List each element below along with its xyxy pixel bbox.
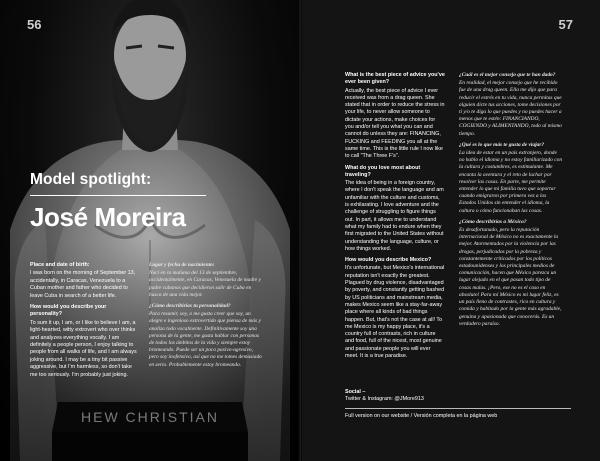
social-handle[interactable]: Twitter & Instagram: @JMore913	[345, 396, 424, 403]
heading-divider	[30, 195, 206, 196]
question-personality: How would you describe your personality?	[30, 304, 107, 318]
footer-divider	[345, 408, 571, 409]
respuesta-consejo: En realidad, el mejor consejo que he recibido fue de una drag queen. Ella me dijo que para reducir el estrés en tu vida, nunca permitas que alguien dicte tus acciones, tome decisiones por ti y/o te diga lo que puedes y no puedes hacer a menos que te estén: FINANCIANDO, COGIENDO y ALIMENTANDO, todo al mismo tiempo.	[459, 80, 562, 137]
respuesta-nacimiento: Nací en la mañana del 13 de septiembre, accidentalmente, en Caracas, Venezuela de madre y padre cubanos que decidieron salir de Cuba en busca de una vida mejor.	[149, 270, 262, 298]
answer-personality: To sum it up, I am, or I like to believe I am, a light-hearted, witty extrovert who over thinks and analyzes everything vocally. I am definitely a people person, I enjoy talking to people from all walks of life, and I am always joking around. I may be a tiny bit passive aggressive, but I'm harmless, so don't take me too seriously. I'm probably just joking.	[30, 319, 137, 378]
spotlight-heading	[30, 171, 210, 232]
answer-birth: I was born on the morning of September 13, accidentally, in Caracas, Venezuela to a Cuban mother and father who decided to leave Cuba in search of a better life.	[30, 270, 136, 299]
pregunta-mexico: ¿Cómo describirías a México?	[459, 218, 527, 225]
pregunta-consejo: ¿Cuál es el mejor consejo que te han dado?	[459, 72, 556, 78]
question-birth: Place and date of birth:	[30, 262, 90, 268]
question-traveling: What do you love most about traveling?	[345, 164, 421, 178]
spanish-column-left	[149, 262, 262, 369]
page-number-left: 56	[27, 17, 42, 32]
answer-advice: Actually, the best piece of advice I ever received was from a drag queen. She stated that in order to reduce the stress in your life, to never allow someone to dictate your actions, make choices for you and/or tell you what you can and cannot do unless they are: FINANCING, FUCKING and FEEDING you all at the same time. This is the little rule I now like to call "The Three F's".	[345, 87, 445, 160]
pregunta-nacimiento: Lugar y fecha de nacimiento:	[149, 262, 215, 268]
question-mexico: How would you describe Mexico?	[345, 257, 432, 264]
full-version-note[interactable]: Full version on our website / Versión completa en la página web	[345, 412, 498, 419]
spotlight-kicker: Model spotlight:	[30, 171, 152, 188]
pregunta-viajar: ¿Qué es lo que más te gusta de viajar?	[459, 141, 545, 148]
answer-mexico: It's unfortunate, but Mexico's international reputation isn't exactly the greatest. Plagued by drug violence, disadvantaged by poverty, and constantly getting bashed by US politicians and mainstream media, makes Mexico seem like a stay-far-away place where all kinds of bad things happen. But, that's not the case at all! To me Mexico is my happy place, it's a country full of contrasts, rich in culture and food, full of the nicest, most genuine and passionate people you will ever meet. It is a true paradise.	[345, 265, 445, 359]
english-column-right	[345, 72, 445, 360]
spine-gutter	[298, 0, 302, 461]
pregunta-personalidad: ¿Cómo describirías tu personalidad?	[149, 303, 231, 310]
social-label: Social –	[345, 389, 366, 395]
model-name: José Moreira	[30, 202, 186, 232]
question-advice: What is the best piece of advice you've ever been given?	[345, 72, 445, 86]
respuesta-personalidad: Para resumir, soy, o me gusta creer que soy, un alegre e ingenioso extrovertido que piensa de más y analiza todo vocalmente. Definitivamente soy una persona de la gente, me gusta hablar con personas de todos los ámbitos de la vida y siempre estoy bromeando. Puede ser un poco pasivo-agresivo, pero soy inofensivo, así que no me tomes demasiado en serio. Probablemente estoy bromeando.	[149, 311, 262, 368]
answer-traveling: The idea of being in a foreign country, where I don't speak the language and am unfamiliar with the culture and customs, is exhilarating. I love adventure and the challenge of struggling to figure things out. In part, it allows me to understand what my family had to endure when they first migrated to the United States without understanding the language, culture, or how things worked.	[345, 180, 444, 252]
english-column-left	[30, 262, 138, 379]
social-footer	[345, 389, 575, 420]
respuesta-mexico: Es desafortunado, pero la reputación internacional de México no es exactamente la mejor. Atormentados por la violencia por las drogas, perjudicados por la pobreza y constantemente criticados por los políticos estadounidenses y los principales medios de comunicación, hacen que México parezca un lugar alejado en el que pasan todo tipo de cosas malas. ¡Pero, ese no es el caso en absoluto! Para mí México es mi lugar feliz, es un país lleno de contrastes, rico en cultura y comida y habitado por la gente más agradable, genuina y apasionada que conocerás. Es un verdadero paraíso.	[459, 227, 562, 327]
respuesta-viajar: La idea de estar en un país extranjero, donde no hablo el idioma y no estoy familiarizado con la cultura y costumbres, es estimulante. Me encanta la aventura y el reto de luchar por resolver las cosas. En parte, me permite entender lo que mi familia tuvo que soportar cuando emigraron por primera vez a los Estados Unidos sin entender el idioma, la cultura o cómo funcionaban las cosas.	[459, 150, 563, 214]
page-number-right: 57	[558, 17, 573, 32]
spanish-column-right	[459, 72, 563, 328]
